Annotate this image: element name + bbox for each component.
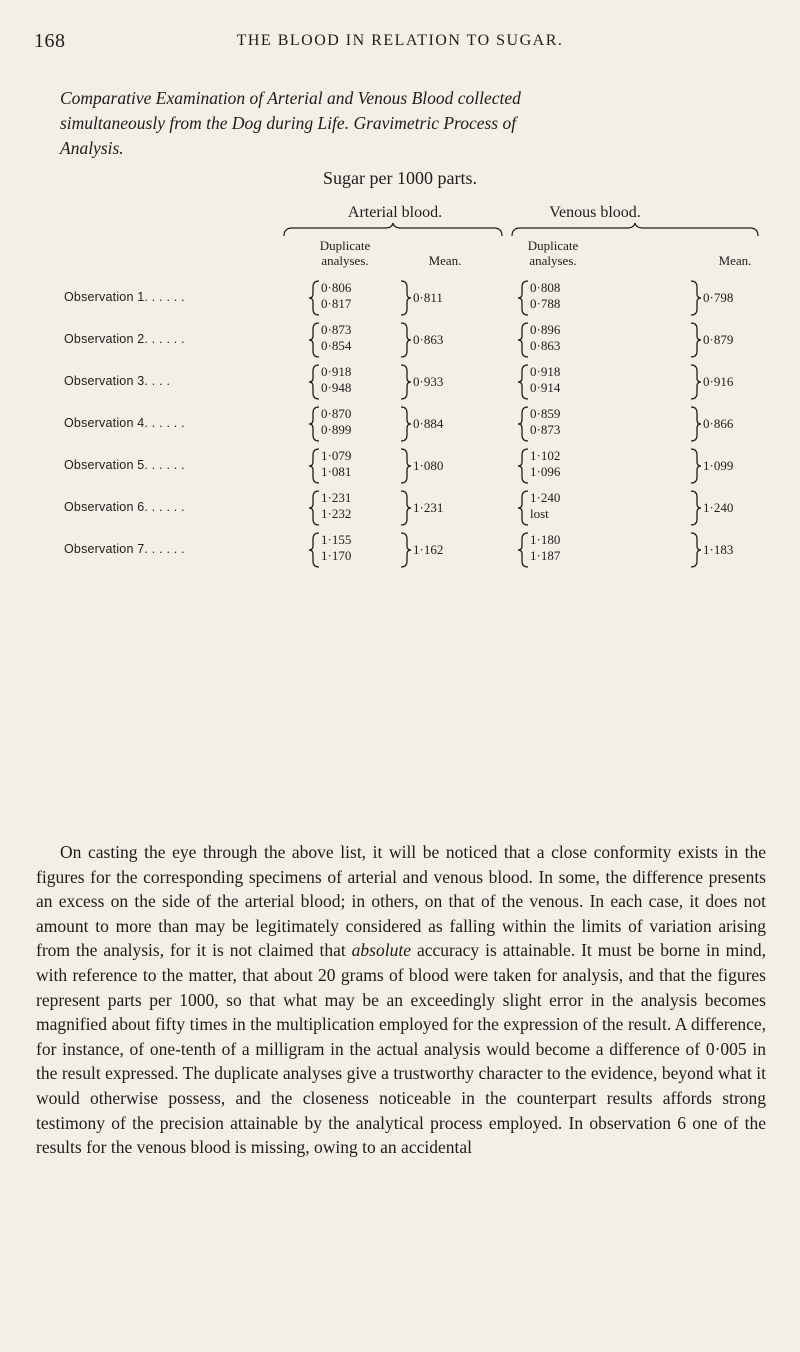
arterial-mean: 0·811 <box>413 290 443 305</box>
venous-mean: 0·866 <box>703 416 734 431</box>
right-brace <box>690 532 702 568</box>
observation-label: Observation 7. . . . . . <box>64 542 185 556</box>
venous-value: 0·896 <box>530 322 561 337</box>
venous-pair <box>530 448 560 480</box>
table-caption <box>60 86 760 161</box>
observation-label: Observation 1. . . . . . <box>64 290 185 304</box>
arterial-value: 0·854 <box>321 338 352 353</box>
observation-label: Observation 6. . . . . . <box>64 500 185 514</box>
arterial-duplicate-heading <box>300 238 390 268</box>
observation-label: Observation 5. . . . . . <box>64 458 185 472</box>
arterial-brace <box>282 222 504 238</box>
right-brace <box>690 448 702 484</box>
duplicate-label: Duplicate <box>319 238 371 253</box>
arterial-value: 1·081 <box>321 464 352 479</box>
table-row <box>0 280 800 320</box>
right-brace <box>400 448 412 484</box>
caption-line: simultaneously from the Dog during Life. Gravimetric Process of <box>60 113 517 133</box>
arterial-mean: 1·231 <box>413 500 444 515</box>
right-brace <box>400 322 412 358</box>
venous-value: 1·102 <box>530 448 561 463</box>
table-row <box>0 490 800 530</box>
venous-value: 0·808 <box>530 280 561 295</box>
arterial-pair <box>321 364 351 396</box>
venous-value: 1·180 <box>530 532 561 547</box>
arterial-value: 0·806 <box>321 280 352 295</box>
right-brace <box>690 406 702 442</box>
venous-pair <box>530 490 560 522</box>
venous-value: 0·788 <box>530 296 561 311</box>
right-brace <box>690 490 702 526</box>
arterial-pair <box>321 322 351 354</box>
table-row <box>0 322 800 362</box>
venous-blood-header: Venous blood. <box>549 204 641 221</box>
left-brace <box>308 406 320 442</box>
arterial-blood-header: Arterial blood. <box>347 204 443 221</box>
venous-mean-heading: Mean. <box>718 253 752 268</box>
arterial-mean-heading: Mean. <box>428 253 462 268</box>
arterial-pair <box>321 448 351 480</box>
left-brace <box>517 322 529 358</box>
arterial-mean: 1·162 <box>413 542 444 557</box>
table-subtitle: Sugar per 1000 parts. <box>323 168 477 188</box>
arterial-value: 1·232 <box>321 506 352 521</box>
venous-pair <box>530 364 560 396</box>
right-brace <box>690 322 702 358</box>
right-brace <box>400 364 412 400</box>
paragraph-text: accuracy is attainable. It must be borne in mind, with reference to the matter, that about 20 grams of blood were taken for analysis, and that the figures represent parts per 1000, so that what may be an exceedingly slight error in the analysis becomes magnified about fifty times in the multiplication employed for the expression of the result. A difference, for instance, of one-tenth of a milligram in the actual analysis would become a difference of 0·005 in the result expressed. The duplicate analyses give a trustworthy character to the evidence, beyond what it would otherwise possess, and the closeness noticeable in the counterpart results affords strong testimony of the precision attainable by the analytical process employed. In observation 6 one of the results for the venous blood is missing, owing to an accidental <box>36 940 766 1158</box>
emphasis-text: absolute <box>351 940 411 961</box>
venous-mean: 1·183 <box>703 542 734 557</box>
arterial-value: 0·918 <box>321 364 352 379</box>
table-row <box>0 364 800 404</box>
caption-line: Comparative Examination of Arterial and Venous Blood collected <box>60 88 521 108</box>
venous-value: 0·873 <box>530 422 561 437</box>
left-brace <box>308 364 320 400</box>
page-number: 168 <box>34 30 66 52</box>
venous-value: 0·859 <box>530 406 561 421</box>
arterial-pair <box>321 406 351 438</box>
left-brace <box>517 406 529 442</box>
venous-mean: 0·916 <box>703 374 734 389</box>
venous-mean: 0·798 <box>703 290 734 305</box>
venous-value: 1·187 <box>530 548 561 563</box>
left-brace <box>308 322 320 358</box>
observation-label: Observation 3. . . . <box>64 374 171 388</box>
left-brace <box>517 448 529 484</box>
arterial-value: 1·155 <box>321 532 352 547</box>
left-brace <box>308 532 320 568</box>
analyses-label: analyses. <box>529 253 577 268</box>
table-row <box>0 448 800 488</box>
arterial-value: 0·948 <box>321 380 352 395</box>
arterial-pair <box>321 280 351 312</box>
venous-pair <box>530 532 560 564</box>
arterial-value: 0·899 <box>321 422 352 437</box>
venous-value: 0·918 <box>530 364 561 379</box>
arterial-mean: 0·884 <box>413 416 444 431</box>
venous-value: 0·914 <box>530 380 561 395</box>
arterial-value: 1·231 <box>321 490 352 505</box>
venous-value: 1·096 <box>530 464 561 479</box>
arterial-value: 0·870 <box>321 406 352 421</box>
left-brace <box>517 490 529 526</box>
duplicate-label: Duplicate <box>527 238 579 253</box>
venous-pair <box>530 280 560 312</box>
arterial-mean: 0·933 <box>413 374 444 389</box>
arterial-pair <box>321 490 351 522</box>
running-head <box>0 30 800 56</box>
right-brace <box>400 532 412 568</box>
arterial-value: 0·873 <box>321 322 352 337</box>
observation-label: Observation 4. . . . . . <box>64 416 185 430</box>
venous-mean: 0·879 <box>703 332 734 347</box>
venous-mean: 1·240 <box>703 500 734 515</box>
paragraph-text: On casting the eye through the above list, it will be noticed that a close conformity exists in the figures for the corresponding specimens of arterial and venous blood. In some, the difference presents an excess on the side of the arterial blood; in others, on that of the venous. In each case, it does not amount to more than may be legitimately considered as falling within the limits of variation arising from the analysis, for it is not claimed that <box>36 842 766 961</box>
arterial-mean: 0·863 <box>413 332 444 347</box>
arterial-value: 1·170 <box>321 548 352 563</box>
venous-mean: 1·099 <box>703 458 734 473</box>
table-row <box>0 532 800 572</box>
right-brace <box>690 280 702 316</box>
left-brace <box>308 490 320 526</box>
venous-pair <box>530 406 560 438</box>
caption-line: Analysis. <box>60 138 124 158</box>
right-brace <box>400 280 412 316</box>
venous-value: 0·863 <box>530 338 561 353</box>
body-text <box>36 840 766 1160</box>
left-brace <box>517 532 529 568</box>
left-brace <box>308 280 320 316</box>
arterial-mean: 1·080 <box>413 458 444 473</box>
left-brace <box>517 280 529 316</box>
venous-pair <box>530 322 560 354</box>
arterial-value: 0·817 <box>321 296 352 311</box>
paragraph <box>36 840 766 1160</box>
right-brace <box>400 406 412 442</box>
left-brace <box>517 364 529 400</box>
venous-value: lost <box>530 506 549 521</box>
venous-duplicate-heading <box>508 238 598 268</box>
observation-label: Observation 2. . . . . . <box>64 332 185 346</box>
arterial-pair <box>321 532 351 564</box>
running-title: THE BLOOD IN RELATION TO SUGAR. <box>236 32 564 49</box>
left-brace <box>308 448 320 484</box>
venous-brace <box>510 222 760 238</box>
table-row <box>0 406 800 446</box>
analyses-label: analyses. <box>321 253 369 268</box>
right-brace <box>690 364 702 400</box>
right-brace <box>400 490 412 526</box>
arterial-value: 1·079 <box>321 448 352 463</box>
venous-value: 1·240 <box>530 490 561 505</box>
